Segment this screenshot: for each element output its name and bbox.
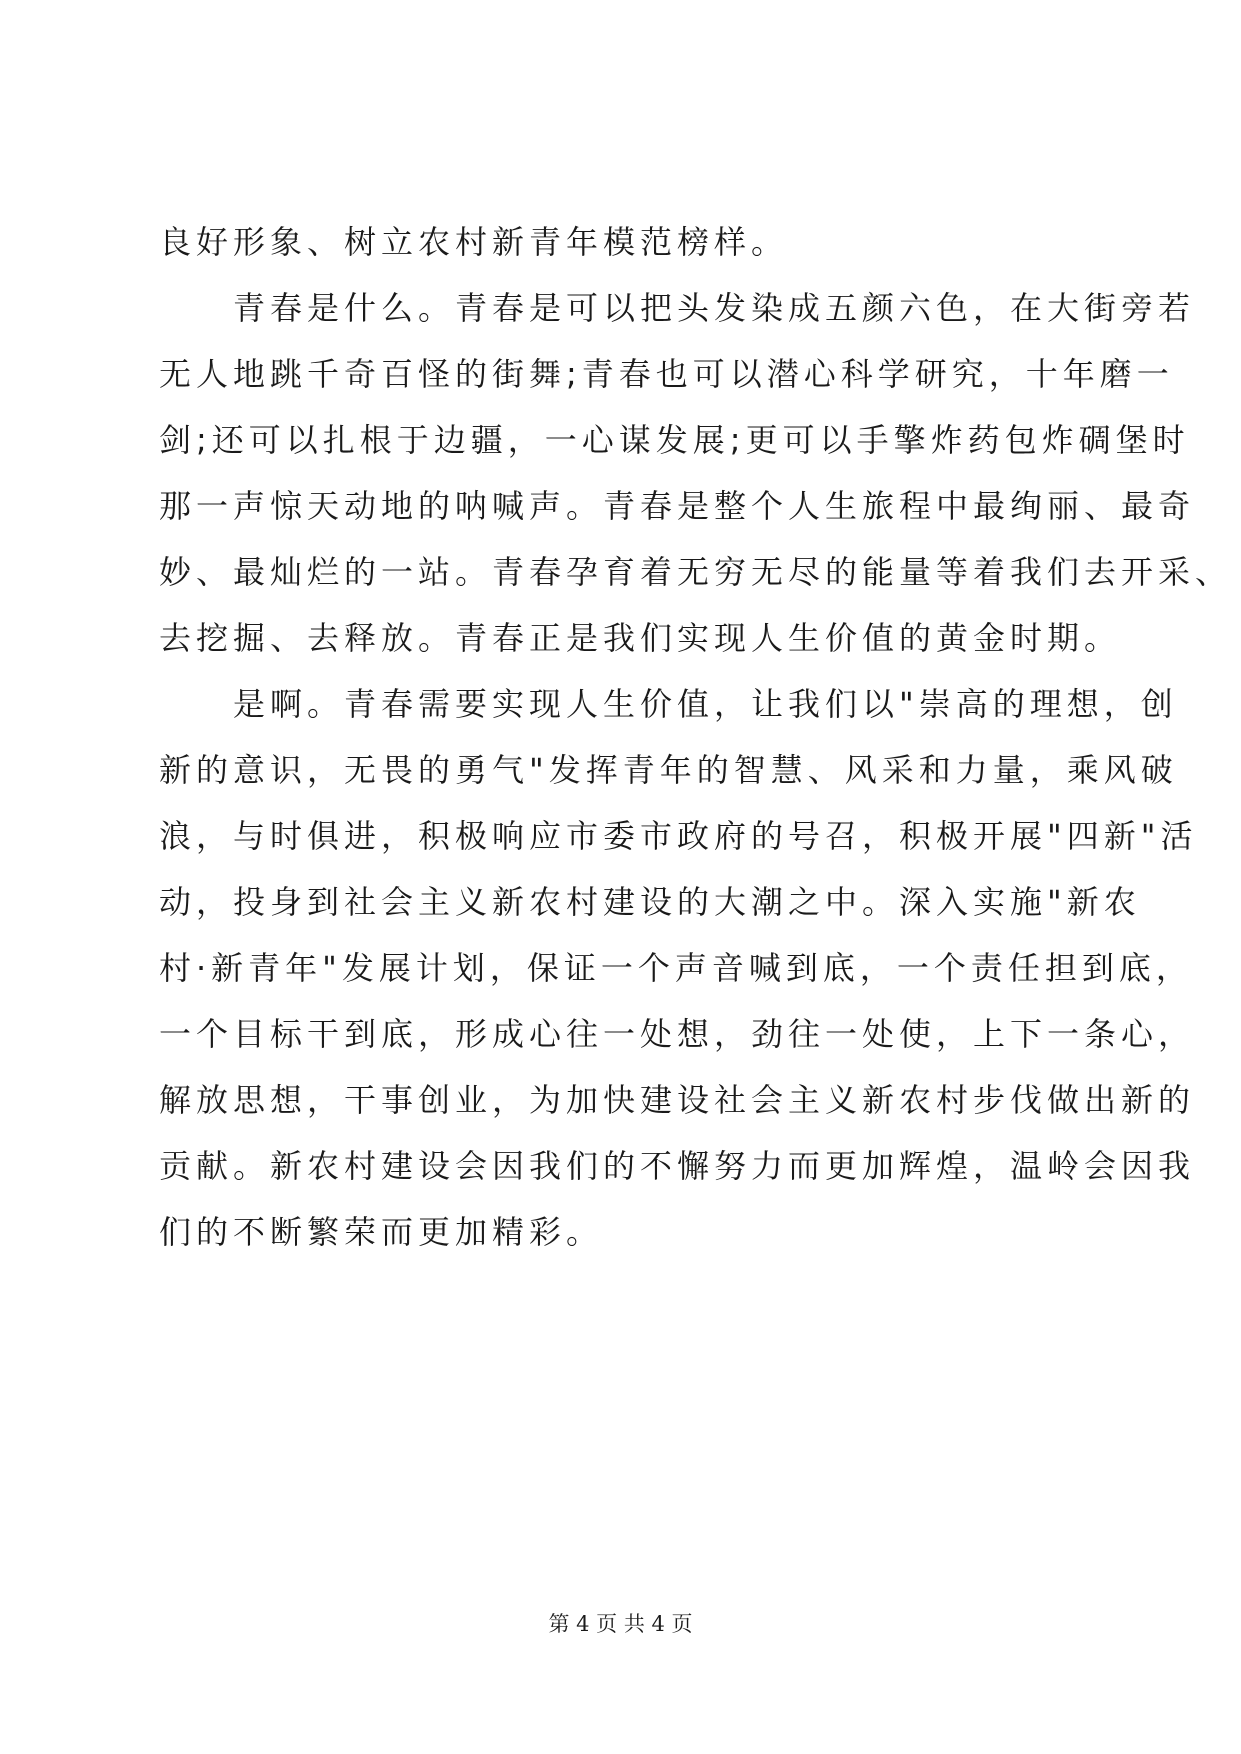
text-line: 解放思想，干事创业，为加快建设社会主义新农村步伐做出新的 xyxy=(159,1081,1196,1119)
text-line: 妙、最灿烂的一站。青春孕育着无穷无尽的能量等着我们去开采、 xyxy=(159,553,1233,591)
body-text xyxy=(159,209,1233,1265)
text-line: 那一声惊天动地的呐喊声。青春是整个人生旅程中最绚丽、最奇 xyxy=(159,487,1196,525)
page-number-footer: 第 4 页 共 4 页 xyxy=(548,1612,693,1636)
text-line: 村·新青年"发展计划，保证一个声音喊到底，一个责任担到底， xyxy=(159,949,1193,987)
text-line: 动，投身到社会主义新农村建设的大潮之中。深入实施"新农 xyxy=(159,883,1141,921)
text-line: 一个目标干到底，形成心往一处想，劲往一处使，上下一条心， xyxy=(159,1015,1196,1053)
text-line: 无人地跳千奇百怪的街舞;青春也可以潜心科学研究，十年磨一 xyxy=(159,355,1174,393)
text-line: 良好形象、树立农村新青年模范榜样。 xyxy=(159,223,789,261)
text-line: 新的意识，无畏的勇气"发挥青年的智慧、风采和力量，乘风破 xyxy=(159,751,1178,789)
text-line: 是啊。青春需要实现人生价值，让我们以"崇高的理想，创 xyxy=(159,685,1178,723)
text-line: 去挖掘、去释放。青春正是我们实现人生价值的黄金时期。 xyxy=(159,619,1122,657)
text-line: 青春是什么。青春是可以把头发染成五颜六色，在大街旁若 xyxy=(159,289,1196,327)
text-line: 剑;还可以扎根于边疆，一心谋发展;更可以手擎炸药包炸碉堡时 xyxy=(159,421,1190,459)
text-line: 贡献。新农村建设会因我们的不懈努力而更加辉煌，温岭会因我 xyxy=(159,1147,1196,1185)
text-line: 们的不断繁荣而更加精彩。 xyxy=(159,1213,604,1251)
text-line: 浪，与时俱进，积极响应市委市政府的号召，积极开展"四新"活 xyxy=(159,817,1198,855)
